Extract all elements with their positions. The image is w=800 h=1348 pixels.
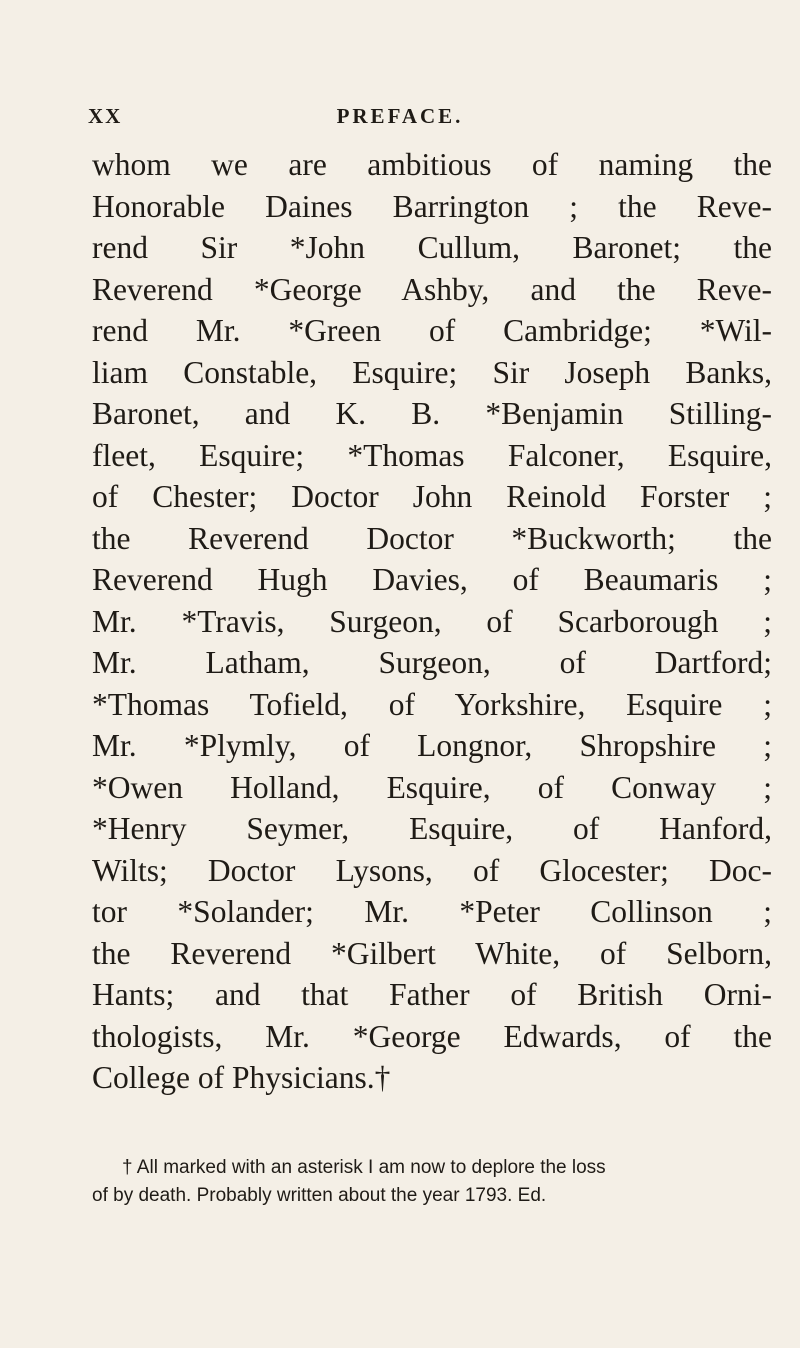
text-line: whom we are ambitious of naming the [92,147,772,182]
text-line: Wilts; Doctor Lysons, of Glocester; Doc- [92,852,772,888]
text-line: Mr. *Travis, Surgeon, of Scarborough ; [92,603,772,639]
body-text [92,144,772,1099]
text-line: Hants; and that Father of British Orni- [92,977,772,1012]
footnote-line: † All marked with an asterisk I am now to deplore the loss [122,1157,606,1178]
text-line: Reverend Hugh Davies, of Beaumaris ; [92,562,772,597]
text-line: Honorable Daines Barrington ; the Reve- [92,188,772,224]
text-line: College of Physicians.† [92,1060,391,1095]
footnote [92,1154,772,1210]
text-line: *Thomas Tofield, of Yorkshire, Esquire ; [92,686,772,722]
text-line: the Reverend Doctor *Buckworth; the [92,520,772,556]
text-line: Mr. *Plymly, of Longnor, Shropshire ; [92,728,772,763]
text-line: Baronet, and K. B. *Benjamin Stilling- [92,396,772,431]
text-line: *Henry Seymer, Esquire, of Hanford, [92,811,772,846]
page-header [0,104,800,140]
text-line: rend Sir *John Cullum, Baronet; the [92,230,772,265]
text-line: Reverend *George Ashby, and the Reve- [92,271,772,307]
text-line: *Owen Holland, Esquire, of Conway ; [92,769,772,805]
text-line: liam Constable, Esquire; Sir Joseph Banks, [92,354,772,390]
text-line: rend Mr. *Green of Cambridge; *Wil- [92,313,772,348]
text-line: tor *Solander; Mr. *Peter Collinson ; [92,894,772,929]
text-line: Mr. Latham, Surgeon, of Dartford; [92,645,772,680]
page-number: XX [88,104,123,128]
footnote-line: of by death. Probably written about the year 1793. Ed. [92,1185,547,1206]
text-line: thologists, Mr. *George Edwards, of the [92,1018,772,1054]
text-line: fleet, Esquire; *Thomas Falconer, Esquire, [92,437,772,473]
text-line: of Chester; Doctor John Reinold Forster ; [92,479,772,514]
text-line: the Reverend *Gilbert White, of Selborn, [92,935,772,971]
running-head: PREFACE. [336,104,464,128]
